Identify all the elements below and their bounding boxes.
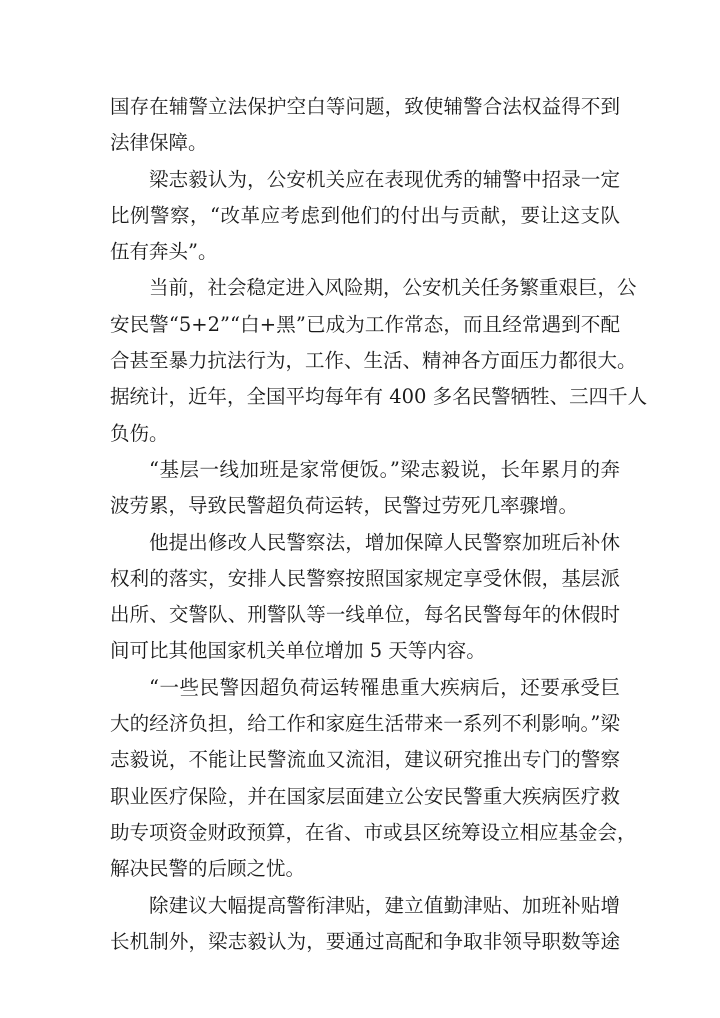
text-line: 职业医疗保险，并在国家层面建立公安民警重大疾病医疗救 <box>110 784 620 808</box>
text-line: 波劳累，导致民警超负荷运转，民警过劳死几率骤增。 <box>110 494 579 518</box>
paragraph <box>110 888 620 961</box>
document-page <box>110 89 648 960</box>
text-line: 负伤。 <box>110 421 169 445</box>
text-line: 伍有奔头”。 <box>110 240 218 264</box>
text-line: 他提出修改人民警察法，增加保障人民警察加班后补休 <box>149 530 620 554</box>
text-line: 梁志毅认为，公安机关应在表现优秀的辅警中招录一定 <box>149 167 620 191</box>
text-line: 比例警察，“改革应考虑到他们的付出与贡献，要让这支队 <box>110 203 620 227</box>
text-line: 间可比其他国家机关单位增加 5 天等内容。 <box>110 639 486 663</box>
text-line: 据统计，近年，全国平均每年有 400 多名民警牺牲、三四千人 <box>110 385 648 409</box>
paragraph <box>110 270 648 451</box>
text-line: 大的经济负担，给工作和家庭生活带来一系列不利影响。”梁 <box>110 712 620 736</box>
text-line: 权利的落实，安排人民警察按照国家规定享受休假，基层派 <box>110 566 620 590</box>
text-line: “基层一线加班是家常便饭。”梁志毅说，长年累月的奔 <box>149 457 620 481</box>
paragraph <box>110 162 620 271</box>
text-line: 解决民警的后顾之忧。 <box>110 857 306 881</box>
text-line: 国存在辅警立法保护空白等问题，致使辅警合法权益得不到 <box>110 95 620 118</box>
text-line: 法律保障。 <box>110 131 208 155</box>
text-line: 除建议大幅提高警衔津贴，建立值勤津贴、加班补贴增 <box>149 893 620 917</box>
text-line: 合甚至暴力抗法行为，工作、生活、精神各方面压力都很大。 <box>110 349 637 373</box>
text-line: “一些民警因超负荷运转罹患重大疾病后，还要承受巨 <box>149 675 620 699</box>
paragraph <box>110 525 620 670</box>
text-line: 长机制外，梁志毅认为，要通过高配和争取非领导职数等途 <box>110 929 620 953</box>
paragraph <box>110 670 637 888</box>
text-line: 助专项资金财政预算，在省、市或县区统筹设立相应基金会， <box>110 820 637 844</box>
text-line: 安民警“5+2”“白+黑”已成为工作常态，而且经常遇到不配 <box>110 312 620 336</box>
paragraph <box>110 89 620 162</box>
text-line: 志毅说，不能让民警流血又流泪，建议研究推出专门的警察 <box>110 748 620 772</box>
text-line: 当前，社会稳定进入风险期，公安机关任务繁重艰巨，公 <box>149 276 637 300</box>
paragraph <box>110 452 620 525</box>
text-line: 出所、交警队、刑警队等一线单位，每名民警每年的休假时 <box>110 603 620 627</box>
